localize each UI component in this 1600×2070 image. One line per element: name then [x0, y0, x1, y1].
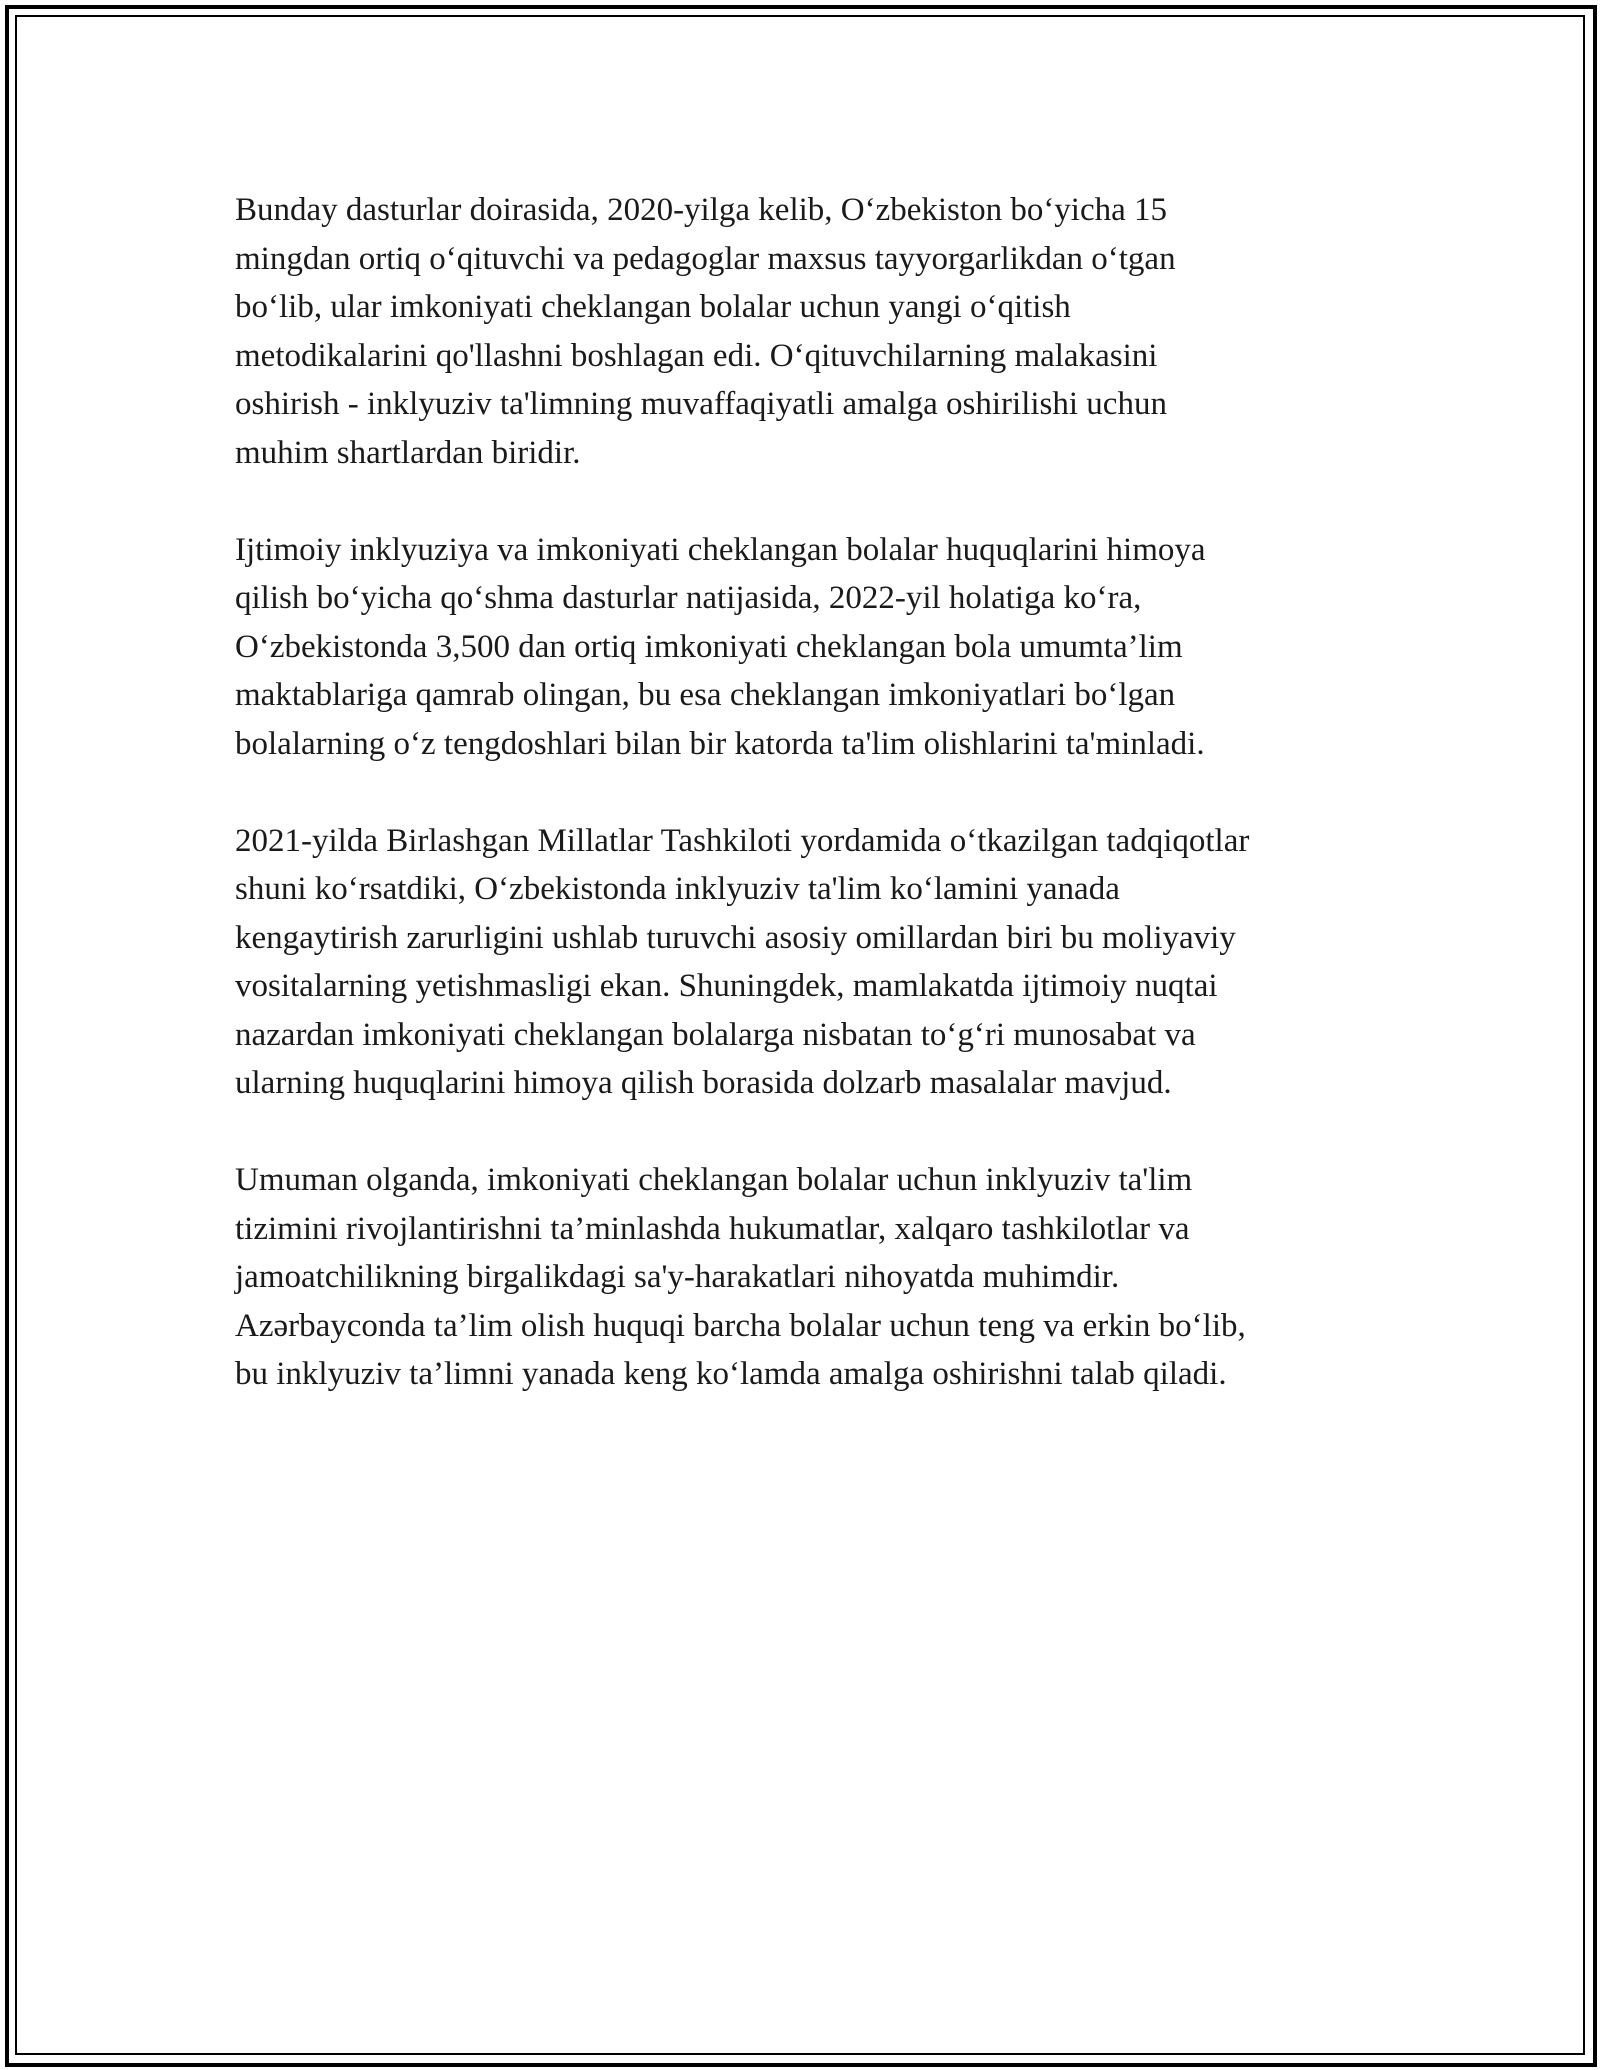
paragraph-teacher-training: Bunday dasturlar doirasida, 2020-yilga kelib, O‘zbekiston bo‘yicha 15 mingdan ortiq o‘qituvchi va pedagoglar maxsus tayyorgarlikdan o‘tgan bo‘lib, ular imkoniyati cheklangan bolalar uchun yangi o‘qitish metodikalarini qo'llashni boshlagan edi. O‘qituvchilarning malakasini oshirish - inklyuziv ta'limning muvaffaqiyatli amalga oshirilishi uchun muhim shartlardan biridir. [235, 192, 1176, 471]
paragraph-social-inclusion: Ijtimoiy inklyuziya va imkoniyati cheklangan bolalar huquqlarini himoya qilish bo‘yicha qo‘shma dasturlar natijasida, 2022-yil holatiga ko‘ra, O‘zbekistonda 3,500 dan ortiq imkoniyati cheklangan bola umumta’lim maktablariga qamrab olingan, bu esa cheklangan imkoniyatlari bo‘lgan bolalarning o‘z tengdoshlari bilan bir katorda ta'lim olishlarini ta'minladi. [235, 531, 1206, 762]
paragraph-conclusion: Umuman olganda, imkoniyati cheklangan bolalar uchun inklyuziv ta'lim tizimini rivojlantirishni ta’minlashda hukumatlar, xalqaro tashkilotlar va jamoatchilikning birgalikdagi sa'y-harakatlari nihoyatda muhimdir. Azərbayconda ta’lim olish huquqi barcha bolalar uchun teng va erkin bo‘lib, bu inklyuziv ta’limni yanada keng ko‘lamda amalga oshirishni talab qiladi. [235, 1162, 1246, 1392]
document-body [235, 186, 1375, 1447]
paragraph-un-research: 2021-yilda Birlashgan Millatlar Tashkiloti yordamida o‘tkazilgan tadqiqotlar shuni ko‘rsatdiki, O‘zbekistonda inklyuziv ta'lim ko‘lamini yanada kengaytirish zarurligini ushlab turuvchi asosiy omillardan biri bu moliyaviy vositalarning yetishmasligi ekan. Shuningdek, mamlakatda ijtimoiy nuqtai nazardan imkoniyati cheklangan bolalarga nisbatan to‘g‘ri munosabat va ularning huquqlarini himoya qilish borasida dolzarb masalalar mavjud. [235, 822, 1250, 1101]
